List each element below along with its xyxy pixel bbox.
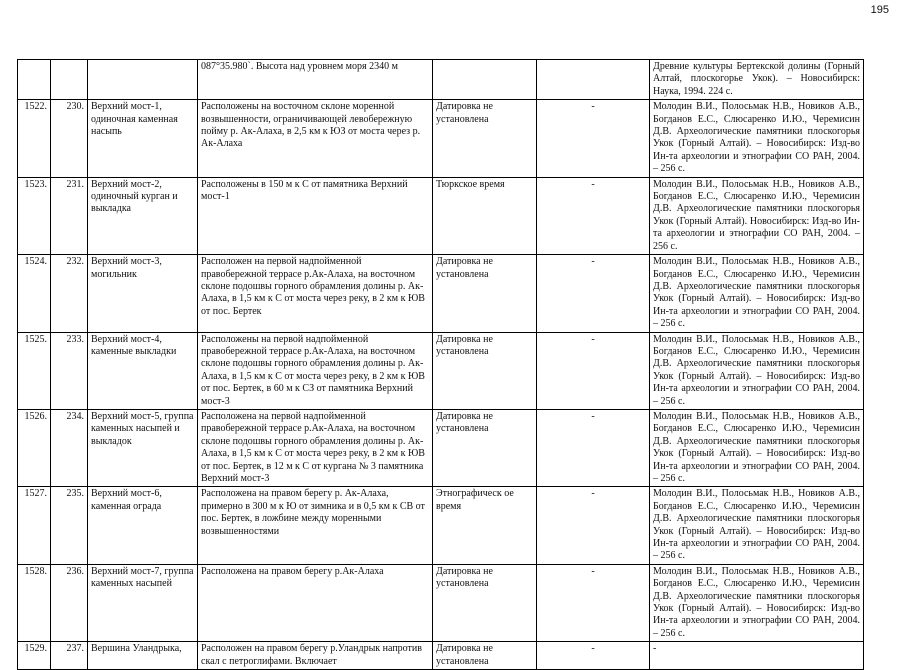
monument-location: Расположены в 150 м к С от памятника Верхний мост-1 <box>198 177 433 254</box>
monument-name: Верхний мост-5, группа каменных насыпей и выкладок <box>88 409 198 486</box>
monument-location: Расположен на правом берегу р.Уландрык напротив скал с петроглифами. Включает <box>198 642 433 670</box>
table-row <box>18 255 864 332</box>
monument-status: - <box>537 100 650 177</box>
district-number: 231. <box>51 177 88 254</box>
row-number: 1522. <box>18 100 51 177</box>
district-number: 237. <box>51 642 88 670</box>
monument-location: Расположен на первой надпойменной правобережной террасе р.Ак-Алаха, на восточном склоне подошвы горного обрамления долины р. Ак-Алаха, в 1,5 км к С от моста через реку, в 2 км к ЮВ от пос. Бертек <box>198 255 433 332</box>
monuments-table <box>17 59 864 670</box>
row-number: 1529. <box>18 642 51 670</box>
monument-reference: Молодин В.И., Полосьмак Н.В., Новиков А.В., Богданов Е.С., Слюсаренко И.Ю., Черемисин Д.В. Археологические памятники плоскогорья Укок (Горный Алтай). – Новосибирск: Изд-во Ин-та археологии и этнографии СО РАН, 2004. – 256 с. <box>650 564 864 641</box>
monument-dating: Датировка не установлена <box>433 409 537 486</box>
monument-reference: - <box>650 642 864 670</box>
district-number: 232. <box>51 255 88 332</box>
monument-reference: Молодин В.И., Полосьмак Н.В., Новиков А.В., Богданов Е.С., Слюсаренко И.Ю., Черемисин Д.В. Археологические памятники плоскогорья Укок (Горный Алтай). – Новосибирск: Изд-во Ин-та археологии и этнографии СО РАН, 2004. – 256 с. <box>650 255 864 332</box>
monument-name: Верхний мост-4, каменные выкладки <box>88 332 198 409</box>
monument-status: - <box>537 255 650 332</box>
monument-name: Верхний мост-3, могильник <box>88 255 198 332</box>
monument-location: Расположена на правом берегу р.Ак-Алаха <box>198 564 433 641</box>
district-number <box>51 60 88 100</box>
district-number: 236. <box>51 564 88 641</box>
monument-dating: Датировка не установлена <box>433 564 537 641</box>
row-number <box>18 60 51 100</box>
monument-status: - <box>537 332 650 409</box>
monument-status: - <box>537 564 650 641</box>
table-row <box>18 332 864 409</box>
page-number: 195 <box>870 4 889 16</box>
table-row <box>18 60 864 100</box>
monument-location: 087°35.980`. Высота над уровнем моря 2340 м <box>198 60 433 100</box>
table-row <box>18 177 864 254</box>
monument-location: Расположены на восточном склоне моренной возвышенности, ограничивающей левобережную пойму р. Ак-Алаха, в 2,5 км к ЮЗ от моста через р. Ак-Алаха <box>198 100 433 177</box>
monument-reference: Молодин В.И., Полосьмак Н.В., Новиков А.В., Богданов Е.С., Слюсаренко И.Ю., Черемисин Д.В. Археологические памятники плоскогорья Укок (Горный Алтай). – Новосибирск: Изд-во Ин-та археологии и этнографии СО РАН, 2004. – 256 с. <box>650 409 864 486</box>
monument-location: Расположена на первой надпойменной правобережной террасе р.Ак-Алаха, на восточном склоне подошвы горного обрамления долины р. Ак-Алаха, в 1,5 км к С от моста через реку, в 2 км к ЮВ от пос. Бертек, в 12 м к С от кургана № 3 памятника Верхний мост-3 <box>198 409 433 486</box>
monument-dating: Датировка не установлена <box>433 255 537 332</box>
monument-name: Вершина Уландрыка, <box>88 642 198 670</box>
row-number: 1525. <box>18 332 51 409</box>
monument-name <box>88 60 198 100</box>
monument-dating: Тюркское время <box>433 177 537 254</box>
table-row <box>18 100 864 177</box>
monument-dating: Датировка не установлена <box>433 332 537 409</box>
row-number: 1528. <box>18 564 51 641</box>
monument-reference: Древние культуры Бертекской долины (Горный Алтай, плоскогорье Укок). – Новосибирск: Наука, 1994. 224 с. <box>650 60 864 100</box>
row-number: 1527. <box>18 487 51 564</box>
monument-name: Верхний мост-7, группа каменных насыпей <box>88 564 198 641</box>
monument-reference: Молодин В.И., Полосьмак Н.В., Новиков А.В., Богданов Е.С., Слюсаренко И.Ю., Черемисин Д.В. Археологические памятники плоскогорья Укок (Горный Алтай). Новосибирск: Изд-во Ин-та археологии и этнографии СО РАН, 2004. – 256 с. <box>650 177 864 254</box>
monument-status: - <box>537 642 650 670</box>
monument-status <box>537 60 650 100</box>
monument-location: Расположены на первой надпойменной правобережной террасе р.Ак-Алаха, на восточном склоне подошвы горного обрамления долины р. Ак-Алаха, в 1,5 км к С от моста через реку, в 2 км к ЮВ от пос. Бертек, в 60 м к СЗ от памятника Верхний мост-3 <box>198 332 433 409</box>
monument-dating <box>433 60 537 100</box>
district-number: 235. <box>51 487 88 564</box>
monument-name: Верхний мост-1, одиночная каменная насыпь <box>88 100 198 177</box>
district-number: 233. <box>51 332 88 409</box>
row-number: 1524. <box>18 255 51 332</box>
monument-status: - <box>537 177 650 254</box>
monument-name: Верхний мост-2, одиночный курган и выкладка <box>88 177 198 254</box>
monument-status: - <box>537 409 650 486</box>
monument-location: Расположена на правом берегу р. Ак-Алаха, примерно в 300 м к Ю от зимника и в 0,5 км к СВ от пос. Бертек, в ложбине между моренными возвышенностями <box>198 487 433 564</box>
table-row <box>18 487 864 564</box>
monument-reference: Молодин В.И., Полосьмак Н.В., Новиков А.В., Богданов Е.С., Слюсаренко И.Ю., Черемисин Д.В. Археологические памятники плоскогорья Укок (Горный Алтай). – Новосибирск: Изд-во Ин-та археологии и этнографии СО РАН, 2004. – 256 с. <box>650 100 864 177</box>
monument-dating: Датировка не установлена <box>433 642 537 670</box>
table-row <box>18 409 864 486</box>
monument-dating: Датировка не установлена <box>433 100 537 177</box>
monument-name: Верхний мост-6, каменная ограда <box>88 487 198 564</box>
table-row <box>18 642 864 670</box>
monument-dating: Этнографическ ое время <box>433 487 537 564</box>
monument-status: - <box>537 487 650 564</box>
monument-reference: Молодин В.И., Полосьмак Н.В., Новиков А.В., Богданов Е.С., Слюсаренко И.Ю., Черемисин Д.В. Археологические памятники плоскогорья Укок (Горный Алтай). – Новосибирск: Изд-во Ин-та археологии и этнографии СО РАН, 2004. – 256 с. <box>650 487 864 564</box>
district-number: 230. <box>51 100 88 177</box>
monument-reference: Молодин В.И., Полосьмак Н.В., Новиков А.В., Богданов Е.С., Слюсаренко И.Ю., Черемисин Д.В. Археологические памятники плоскогорья Укок (Горный Алтай). – Новосибирск: Изд-во Ин-та археологии и этнографии СО РАН, 2004. – 256 с. <box>650 332 864 409</box>
row-number: 1523. <box>18 177 51 254</box>
row-number: 1526. <box>18 409 51 486</box>
table-row <box>18 564 864 641</box>
district-number: 234. <box>51 409 88 486</box>
